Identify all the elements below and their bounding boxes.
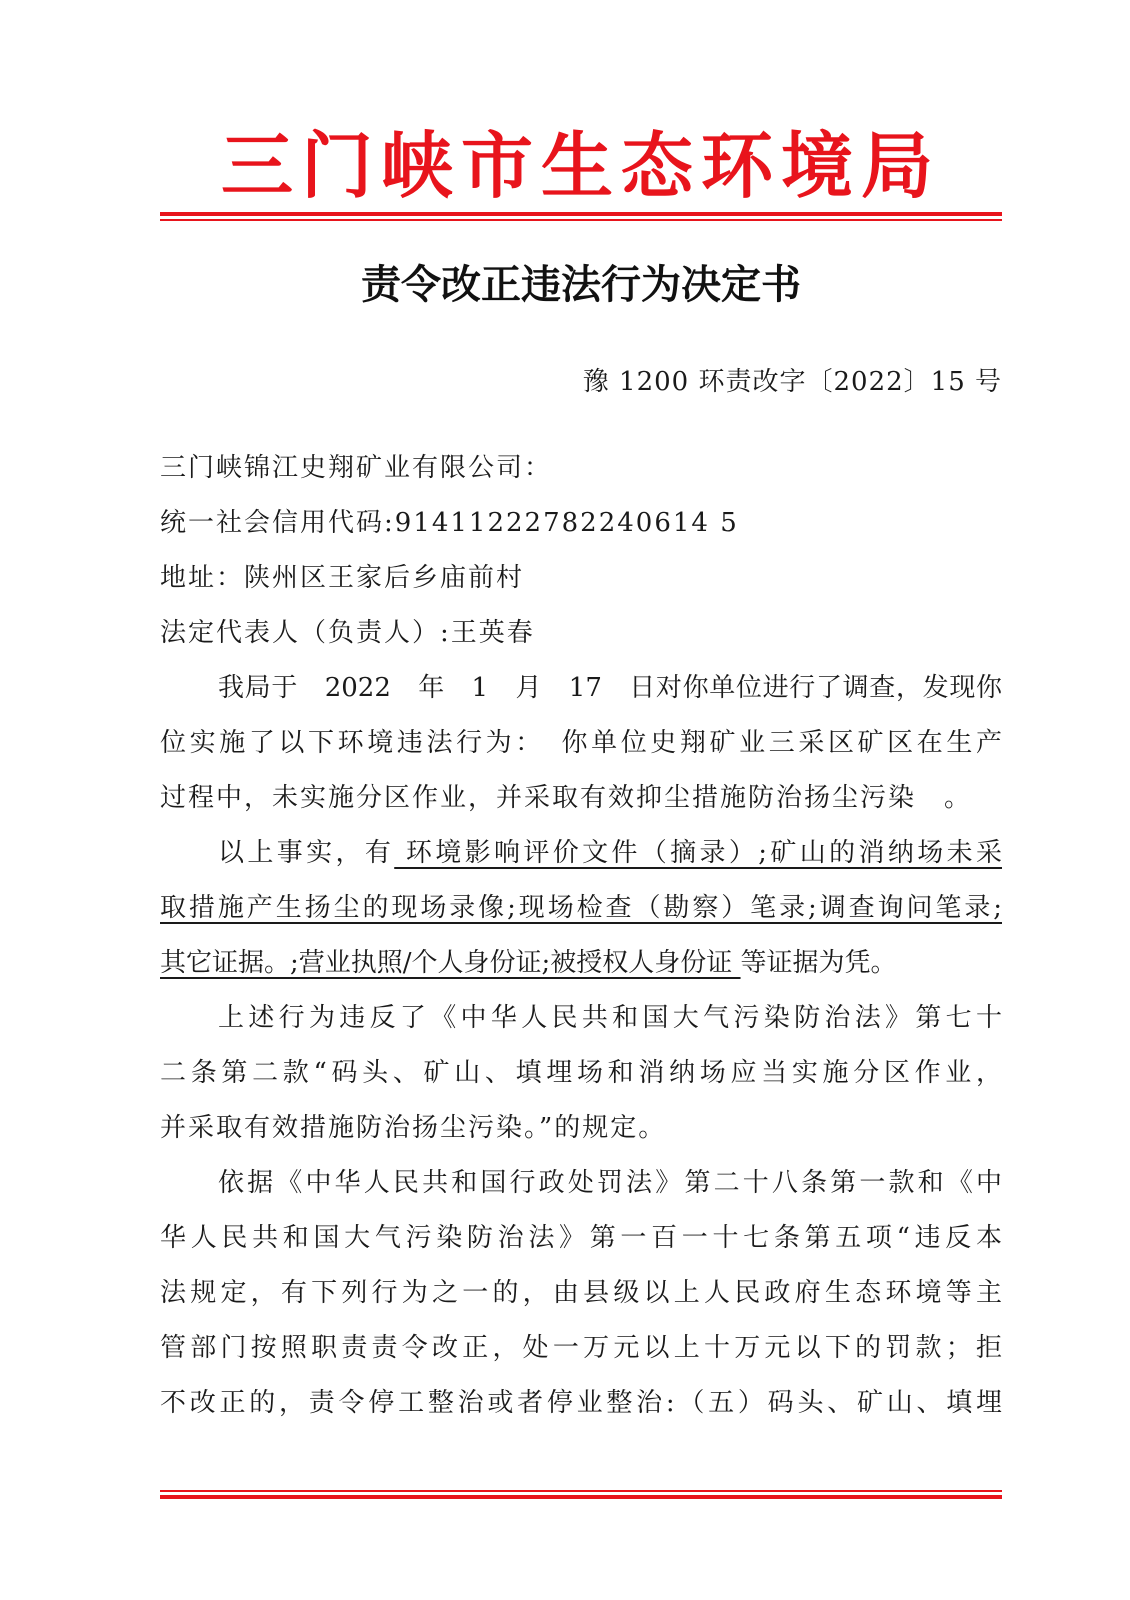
header-red-rule-thick — [160, 212, 1002, 216]
evidence-intro: 以上事实，有 — [218, 838, 395, 868]
recipient-representative: 法定代表人（负责人）:王英春 — [160, 618, 535, 648]
evidence-outro: 等证据为凭。 — [740, 948, 897, 978]
paragraph-3-line-1: 上述行为违反了《中华人民共和国大气污染防治法》第七十 — [218, 1003, 1002, 1033]
document-title: 责令改正违法行为决定书 — [361, 261, 801, 308]
paragraph-2-line-3 — [160, 936, 1002, 991]
footer-red-rule-thick — [160, 1495, 1002, 1499]
paragraph-2-line-2 — [160, 881, 1002, 936]
agency-header-title: 三门峡市生态环境局 — [220, 123, 941, 208]
recipient-credit-code: 统一社会信用代码:91411222782240614 5 — [160, 508, 739, 538]
paragraph-4-line-1: 依据《中华人民共和国行政处罚法》第二十八条第一款和《中 — [218, 1168, 1002, 1198]
paragraph-1-line-1: 我局于 2022 年 1 月 17 日对你单位进行了调查，发现你 — [218, 673, 1002, 703]
paragraph-3-line-3: 并采取有效措施防治扬尘污染。”的规定。 — [160, 1113, 667, 1143]
paragraph-4-line-2: 华人民共和国大气污染防治法》第一百一十七条第五项“违反本 — [160, 1223, 1002, 1253]
paragraph-4-line-4: 管部门按照职责责令改正，处一万元以上十万元以下的罚款；拒 — [160, 1333, 1002, 1363]
paragraph-3-line-2: 二条第二款“码头、矿山、填埋场和消纳场应当实施分区作业， — [160, 1058, 1002, 1088]
header-red-rule-thin — [160, 219, 1002, 221]
paragraph-1-line-3: 过程中，未实施分区作业，并采取有效抑尘措施防治扬尘污染 。 — [160, 783, 973, 813]
document-number: 豫 1200 环责改字〔2022〕15 号 — [582, 367, 1002, 397]
paragraph-2-line-1 — [160, 826, 1002, 881]
evidence-list-part-2: 取措施产生扬尘的现场录像;现场检查（勘察）笔录;调查询问笔录; — [160, 893, 1002, 923]
footer-red-rule-thin — [160, 1490, 1002, 1492]
evidence-list-part-1: 环境影响评价文件（摘录）;矿山的消纳场未采 — [394, 838, 1002, 868]
evidence-list-part-3: 其它证据。;营业执照/个人身份证;被授权人身份证 — [160, 948, 741, 978]
recipient-name: 三门峡锦江史翔矿业有限公司： — [160, 453, 553, 483]
paragraph-4-line-5: 不改正的，责令停工整治或者停业整治:（五）码头、矿山、填埋 — [160, 1388, 1002, 1418]
recipient-address: 地址：陕州区王家后乡庙前村 — [160, 563, 525, 593]
document-body — [160, 441, 1002, 1431]
paragraph-4-line-3: 法规定，有下列行为之一的，由县级以上人民政府生态环境等主 — [160, 1278, 1002, 1308]
paragraph-1-line-2: 位实施了以下环境违法行为： 你单位史翔矿业三采区矿区在生产 — [160, 728, 1002, 758]
